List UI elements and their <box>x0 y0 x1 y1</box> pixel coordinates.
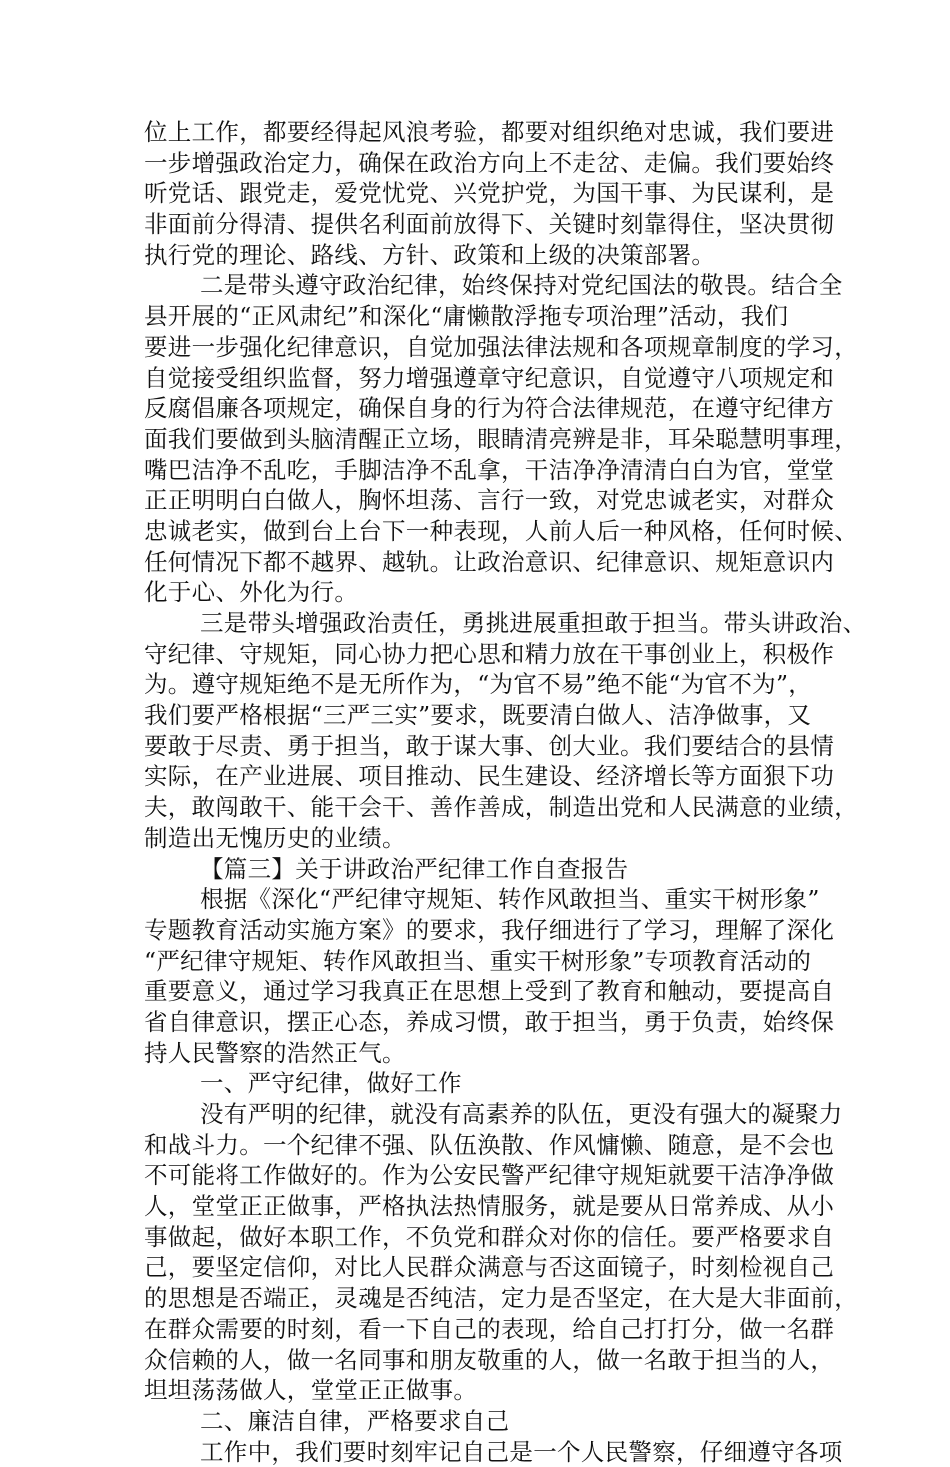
text-line: 坦坦荡荡做人，堂堂正正做事。 <box>144 1376 478 1405</box>
text-line: 任何情况下都不越界、越轨。让政治意识、纪律意识、规矩意识内 <box>144 547 835 576</box>
text-line: 二、廉洁自律，严格要求自己 <box>200 1406 510 1435</box>
text-line: 忠诚老实，做到台上台下一种表现，人前人后一种风格，任何时候、 <box>144 516 858 545</box>
text-line: 守纪律、守规矩，同心协力把心思和精力放在干事创业上，积极作 <box>144 639 835 668</box>
text-line: 自觉接受组织监督，努力增强遵章守纪意识，自觉遵守八项规定和 <box>144 363 835 392</box>
text-line: 持人民警察的浩然正气。 <box>144 1038 406 1067</box>
text-line: 听党话、跟党走，爱党忧党、兴党护党，为国干事、为民谋利，是 <box>144 179 835 208</box>
text-line: 正正明明白白做人，胸怀坦荡、言行一致，对党忠诚老实，对群众 <box>144 486 835 515</box>
text-line: 位上工作，都要经得起风浪考验，都要对组织绝对忠诚，我们要进 <box>144 118 835 146</box>
text-line: 不可能将工作做好的。作为公安民警严纪律守规矩就要干洁净净做 <box>144 1161 835 1190</box>
text-line: 一步增强政治定力，确保在政治方向上不走岔、走偏。我们要始终 <box>144 148 835 177</box>
text-line: 己，要坚定信仰，对比人民群众满意与否这面镜子，时刻检视自己 <box>144 1253 835 1282</box>
text-line: 重要意义，通过学习我真正在思想上受到了教育和触动，要提高自 <box>144 977 835 1006</box>
text-line: 省自律意识，摆正心态，养成习惯，敢于担当，勇于负责，始终保 <box>144 1007 835 1036</box>
text-line: 要敢于尽责、勇于担当，敢于谋大事、创大业。我们要结合的县情 <box>144 731 835 760</box>
text-line: 面我们要做到头脑清醒正立场，眼睛清亮辨是非，耳朵聪慧明事理， <box>144 424 858 453</box>
text-line: 县开展的“正风肃纪”和深化“庸懒散浮拖专项治理”活动，我们 <box>144 302 789 331</box>
document-body <box>144 117 867 1467</box>
text-line: 一、严守纪律，做好工作 <box>200 1069 462 1098</box>
text-line: 我们要严格根据“三严三实”要求，既要清白做人、洁净做事，又 <box>144 701 812 730</box>
text-line: 事做起，做好本职工作，不负党和群众对你的信任。要严格要求自 <box>144 1222 835 1251</box>
text-line: 二是带头遵守政治纪律，始终保持对党纪国法的敬畏。结合全 <box>200 271 843 300</box>
text-line: 的思想是否端正，灵魂是否纯洁，定力是否坚定，在大是大非面前， <box>144 1284 858 1313</box>
text-line: 实际，在产业进展、项目推动、民生建设、经济增长等方面狠下功 <box>144 762 835 791</box>
text-line: 众信赖的人，做一名同事和朋友敬重的人，做一名敢于担当的人， <box>144 1345 835 1374</box>
text-line: 在群众需要的时刻，看一下自己的表现，给自己打打分，做一名群 <box>144 1314 835 1343</box>
text-line: 为。遵守规矩绝不是无所作为，“为官不易”绝不能“为官不为”， <box>144 670 813 699</box>
text-line: 人，堂堂正正做事，严格执法热情服务，就是要从日常养成、从小 <box>144 1192 835 1221</box>
text-line: 夫，敢闯敢干、能干会干、善作善成，制造出党和人民满意的业绩， <box>144 793 858 822</box>
text-line: 嘴巴洁净不乱吃，手脚洁净不乱拿，干洁净净清清白白为官，堂堂 <box>144 455 835 484</box>
text-line: 执行党的理论、路线、方针、政策和上级的决策部署。 <box>144 240 716 269</box>
text-line: 非面前分得清、提供名利面前放得下、关键时刻靠得住，坚决贯彻 <box>144 210 835 239</box>
text-line: 工作中，我们要时刻牢记自己是一个人民警察，仔细遵守各项 <box>200 1437 843 1466</box>
text-line: 和战斗力。一个纪律不强、队伍涣散、作风慵懒、随意，是不会也 <box>144 1130 835 1159</box>
text-line: 【篇三】关于讲政治严纪律工作自查报告 <box>200 854 629 883</box>
text-line: “严纪律守规矩、转作风敢担当、重实干树形象”专项教育活动的 <box>144 946 812 975</box>
text-line: 反腐倡廉各项规定，确保自身的行为符合法律规范，在遵守纪律方 <box>144 394 835 423</box>
text-line: 专题教育活动实施方案》的要求，我仔细进行了学习，理解了深化 <box>144 915 835 944</box>
text-line: 没有严明的纪律，就没有高素养的队伍，更没有强大的凝聚力 <box>200 1100 843 1128</box>
text-line: 要进一步强化纪律意识，自觉加强法律法规和各项规章制度的学习， <box>144 332 858 361</box>
text-line: 三是带头增强政治责任，勇挑进展重担敢于担当。带头讲政治、 <box>200 609 867 637</box>
text-line: 根据《深化“严纪律守规矩、转作风敢担当、重实干树形象” <box>200 885 820 914</box>
text-line: 化于心、外化为行。 <box>144 578 359 607</box>
text-line: 制造出无愧历史的业绩。 <box>144 823 406 852</box>
